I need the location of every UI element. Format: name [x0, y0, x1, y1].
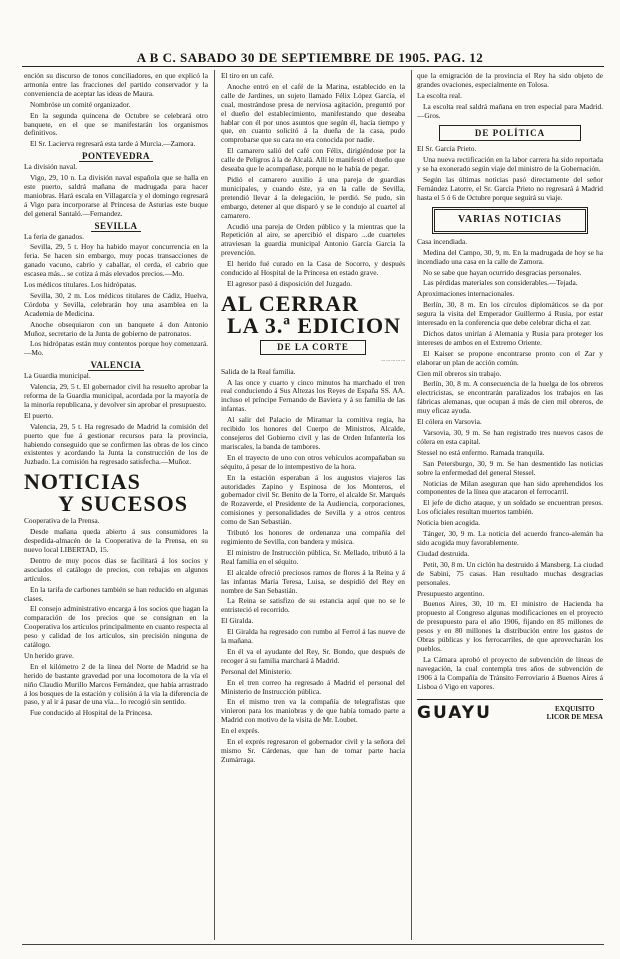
paragraph: En el kilómetro 2 de la línea del Norte de Madrid se ha herido de bastante gravedad por una locomotora de la vía el niño Claudio Murillo Marcos Fernández, que había arrastrado á los bosques de la estación y colisión á la vía la diferencia de paso, y al ir á pasar de una vía... lo recogió sin sentido. [24, 661, 208, 707]
paragraph: Anoche entró en el café de la Marina, establecido en la calle de Jardines, un sujeto llamado Félix López García, el cual, mostrándose presa de nerviosa agitación, preguntó por el dueño del establecimiento, manifestando que deseaba hablar con él por unos asuntos que según él, hacía tiempo y que, en cuanto solicitó á la dueña de la casa, pudo comprobarse que su cara no era conocida por nadie. [221, 81, 405, 145]
item-title: Los médicos titulares. Los hidrópatas. [24, 280, 137, 290]
item-title: El Giralda. [221, 616, 254, 626]
paragraph: Sevilla, 30, 2 m. Los médicos titulares de Cádiz, Huelva, Córdoba y Sevilla, celebrarán hoy una asamblea en la Academia de Medicina. [24, 290, 208, 318]
paragraph: No se sabe que hayan ocurrido desgracias personales. [423, 267, 582, 277]
paragraph: Petit, 30, 8 m. Un ciclón ha destruido á Mansberg. La ciudad de Sabini, 75 casas. Han resultado muchas desgracias personales. [417, 559, 603, 587]
paragraph: La escolta real saldrá mañana en tren especial para Madrid.—Gros. [417, 101, 603, 120]
section-heading [24, 152, 208, 161]
item-title: Presupuesto argentino. [417, 588, 485, 598]
al-cerrar-line2: LA 3.ª EDICION [226, 312, 401, 338]
paragraph: Tánger, 30, 9 m. La noticia del acuerdo franco-alemán ha sido acogida muy favorablemente. [417, 529, 603, 547]
item-title: El cólera en Varsovia. [417, 417, 482, 427]
column-divider [214, 70, 215, 940]
paragraph: En él va el ayudante del Rey, Sr. Bondo, que después de recoger á su familia marchará á Madrid. [221, 646, 405, 665]
item-title: El tiro en un café. [221, 72, 274, 80]
paragraph: Vigo, 29, 10 n. La división naval española que se halla en este puerto, saldrá mañana de madrugada para hacer maniobras. Hará escala en Villagarcía y el domingo regresará á Vigo para incorporarse al Princesa de Asturias este buque del general Santaló.—Fernandez. [24, 173, 208, 218]
column-divider [411, 70, 412, 940]
paragraph: Dentro de muy pocos días se facilitará á los socios y asociados el catálogo de precios, con rebajas en algunos artículos. [24, 555, 208, 583]
column-2 [221, 72, 405, 942]
paragraph: Dichos datos unirían á Alemania y Rusia para proteger los intereses de ambos en el Extremo Oriente. [417, 328, 603, 347]
ad-slogan-line1: EXQUISITO [555, 705, 595, 714]
paragraph: Desde mañana queda abierto á sus consumidores la despedida-almacén de la Cooperativa de la Prensa, en su nuevo local LIBERTAD, 15. [24, 527, 208, 554]
paragraph: En el mismo tren va la compañía de telegrafistas que vinieron para los maniobras y de que había tomado parte a Madrid con motivo de la visita de Mr. Loubet. [221, 697, 405, 725]
paragraph: San Petersburgo, 30, 9 m. Se han desmentido las noticias sobre la enfermedad del general Stessel. [417, 458, 603, 477]
paragraph: La Cámara aprobó el proyecto de subvención de líneas de navegación, la cual contempla tres años de subvención de 1906 á la Compañía de Tránsito Ferroviario á Buenos Aires á Lisboa ó Vigo en vapores. [417, 654, 603, 691]
paragraph: Medina del Campo, 30, 9, m. En la madrugada de hoy se ha incendiado una casa en la calle de Zamora. [417, 247, 603, 266]
paragraph: El agresor pasó á disposición del Juzgado. [227, 278, 352, 288]
item-title: Un herido grave. [24, 650, 74, 660]
paragraph: El jefe de dicho ataque, y un soldado se encuentran presos. Los oficiales resultan muertos también. [417, 498, 603, 517]
paragraph: Sevilla, 29, 5 t. Hoy ha habido mayor concurrencia en la feria. Se hacen sin embargo, muy pocas transacciones de ganado vacuno, cabrío y caballar, el cerda, el cabrio que escasea más... se cotiza á más elevados precios.—Mo. [24, 242, 208, 279]
de-politica-box: DE POLÍTICA [439, 125, 581, 142]
item-title: Noticia bien acogida. [417, 518, 481, 528]
varias-noticias-box: VARIAS NOTICIAS [432, 207, 588, 234]
al-cerrar-title [221, 290, 405, 338]
paragraph: Noticias de Milan aseguran que han sido aprehendidos los componentes de la línea que atacaron el ferrocarril. [417, 478, 603, 497]
paragraph: Las pérdidas materiales son considerables.—Tejada. [423, 278, 578, 288]
guayu-advertisement [417, 699, 603, 724]
noticias-title-line2: Y SUCESOS [58, 491, 188, 517]
paragraph: En el tren correo ha regresado á Madrid el personal del Ministerio de Instrucción pública. [221, 677, 405, 696]
section-heading-text: VALENCIA [88, 360, 145, 371]
paragraph: Berlín, 30, 8 m. En los círculos diplomáticos se da por segura la visita del Emperador Guillermo á Rusia, por estar interesado en la conferencia que debe celebrar dicha el zar. [417, 300, 603, 328]
noticias-title-line1: NOTICIAS [24, 469, 141, 495]
item-title: El Sr. García Prieto. [417, 144, 477, 154]
paragraph: Buenos Aires, 30, 10 m. El ministro de Hacienda ha propuesto al Congreso algunas modificaciones en el proyecto de presupuesto para el año 1906, fijando en 85 millones de pesos y en 80 millones la distribución entre los gastos de Obras públicas y los ferrocarriles, de que aprovecharán los pueblos. [417, 599, 603, 653]
al-cerrar-line1: AL CERRAR [221, 290, 359, 316]
item-title: Casa incendiada. [417, 236, 468, 246]
paragraph: Tributó los honores de ordenanza una compañía del regimiento de Sevilla, con bandera y música. [221, 528, 405, 546]
paragraph: En la estación esperaban á los augustos viajeros las autoridades Zapino y Espinosa de los Monteros, el gobernador civil Sr. Benito de la Torre, el alcalde Sr. Marqués de Rozaverde, el Presidente de la Audiencia, corporaciones, comisiones y personalidades de Sevilla y a otros centros como de San Sebastián. [221, 472, 405, 527]
paragraph: El Giralda ha regresado con rumbo al Ferrol á las nueve de la mañana. [221, 627, 405, 646]
paragraph: que la emigración de la provincia el Rey ha sido objeto de grandes ovaciones, especialmente en Tolosa. [417, 72, 603, 89]
paragraph: El Kaiser se propone encontrarse pronto con el Zar y elaborar un plan de acción común. [417, 348, 603, 367]
paragraph: Berlín, 30, 8 m. A consecuencia de la huelga de los obreros electricistas, se encontrarán paralizados los trabajos en las fábricas alemanas, que ocupan á más de cien mil obreros, de muy eficaz ayuda. [417, 379, 603, 416]
paragraph: En el exprés regresaron el gobernador civil y la señora del mismo Sr. Cárdenas, que han de tomar parte hacia Zumárraga. [221, 737, 405, 764]
noticias-title [24, 471, 208, 515]
paragraph: El alcalde ofreció preciosos ramos de flores á la Reina y á las infantas María Teresa, Luisa, se despidió del Rey en nombre de San Sebastián. [221, 567, 405, 595]
paragraph: A las once y cuarto y cinco minutos ha marchado el tren real conduciendo á Sus Altezas los Reyes de España SS. AA. incluso el príncipe Fernando de Baviera y á su familia de las infantas. [221, 377, 405, 414]
paragraph: Al salir del Palacio de Miramar la comitiva regia, ha recibido los honores del Cuerpo de Ministros, Alcalde, consejeros del Gobierno civil y las de Orden Infantería los mariscales, la banda de tambores. [221, 415, 405, 451]
column-1 [24, 72, 208, 942]
item-title: En el exprés. [221, 726, 260, 736]
page-header: A B C. SABADO 30 DE SEPTIEMBRE DE 1905. PAG. 12 [136, 50, 484, 65]
section-heading [24, 361, 208, 370]
paragraph: El herido fué curado en la Casa de Socorro, y después conducido al Hospital de la Princesa en estado grave. [221, 259, 405, 278]
paragraph: Anoche obsequiaron con un banquete á don Antonio Muñoz, secretario de la Junta de gobierno de patronatos. [24, 319, 208, 338]
paragraph: Acudió una pareja de Orden público y la mientras que la Repetición al aire, se apercibió el disparo ...de cuarteles atraviesan la guardia municipal Antonio García García la prevención. [221, 221, 405, 258]
paragraph: El ministro de Instrucción pública, Sr. Mellado, tributó á la Real familia en el séquito. [221, 547, 405, 566]
paragraph: El Sr. Lacierva regresará esta tarde á Murcia.—Zamora. [30, 139, 196, 149]
paragraph: En la tarifa de carbones también se han reducido en algunas clases. [24, 584, 208, 603]
ad-slogan [547, 705, 603, 721]
ad-brand: GUAYU [417, 703, 492, 724]
de-la-corte-box: DE LA CORTE [260, 340, 366, 355]
item-title: La feria de ganados. [24, 231, 84, 241]
paragraph: En el trayecto de uno con otros vehículos acompañaban su séquito, á pesar de lo intempestivo de la hora. [221, 452, 405, 471]
paragraph: En la segunda quincena de Octubre se celebrará otro banquete, en el que se manifestarán los organismos definitivos. [24, 110, 208, 138]
item-title: La división naval. [24, 162, 78, 172]
item-title: Ciudad destruida. [417, 548, 470, 558]
item-title: Personal del Ministerio. [221, 666, 292, 676]
item-title: La Guardia municipal. [24, 371, 91, 381]
item-title: El puerto. [24, 410, 54, 420]
column-3 [417, 72, 603, 942]
item-title: La escolta real. [417, 90, 462, 100]
paragraph: Según las últimas noticias pasó directamente del señor Fernández Latorre, el Sr. García Prieto no regresará á Madrid hasta el 5 ó 6 de Octubre porque seguirá su viaje. [417, 175, 603, 202]
paragraph: El camarero salió del café con Félix, dirigiéndose por la calle de Peligros á la de Alcalá. Allí le manifestó el dueño que deseaba que le acompañase, porque no le había de pegar. [221, 146, 405, 174]
item-title: Cien mil obreros sin trabajo. [417, 368, 502, 378]
paragraph: Fue conducido al Hospital de la Princesa. [30, 708, 153, 718]
paragraph: Varsovia, 30, 9 m. Se han registrado tres nuevos casos de cólera en esta capital. [417, 428, 603, 446]
item-title: Stessel no está enfermo. Ramada tranquila. [417, 447, 545, 457]
header-rule [22, 66, 604, 67]
small-note: ... ... ... ... ... [381, 357, 405, 363]
item-title: Aproximaciones internacionales. [417, 289, 515, 299]
paragraph: Valencia, 29, 5 t. El gobernador civil ha resuelto aprobar la reforma de la Guardia municipal, acordada por la mayoría de la minoría republicana, y devolver sin aprobar el presupuesto. [24, 382, 208, 409]
ad-slogan-line2: LICOR DE MESA [546, 713, 603, 722]
section-heading [24, 222, 208, 231]
section-heading-text: PONTEVEDRA [79, 151, 153, 162]
footer-rule [22, 944, 604, 945]
paragraph: El consejo administrativo encarga á los socios que hagan la comparación de los precios que se consignan en la Cooperativa los artículos principalmente en cuanto respecta al peso y calidad de los artículos, sin precisión ninguna de catálogo. [24, 604, 208, 650]
paragraph: ención su discurso de tonos conciliadores, en que explicó la armonía entre las fracciones del partido conservador y la conveniencia de aceptar las ideas de Maura. [24, 72, 208, 98]
paragraph: Valencia, 29, 5 t. Ha regresado de Madrid la comisión del puerto que fue á gestionar recursos para la provincia, habiendo conseguido que se confirmen las obras de los cinco existentes y acordando la Junta la construcción de los de Juzbado. La comisión ha regresado satisfecha.—Muñoz. [24, 421, 208, 467]
paragraph: Una nueva rectificación en la labor carrera ha sido reportada y se ha exonerado según viaje del ministro de la Gobernación. [417, 155, 603, 174]
item-title: Salida de la Real familia. [221, 366, 296, 376]
paragraph: La Reina se satisfizo de su estancia aquí que no se le entristeció el recorrido. [221, 596, 405, 615]
item-title: Cooperativa de la Prensa. [24, 516, 100, 526]
paragraph: Pidió el camarero auxilio á una pareja de guardias municipales, y cuando éste, ya en la calle de Sevilla, pretendió llevar á la delegación, le perdió. Se pudo, sin embargo, detener al que disparó y se le condujo al cuartel al camarero. [221, 174, 405, 220]
paragraph: Nombróse un comité organizador. [30, 99, 131, 109]
section-heading-text: SEVILLA [91, 221, 140, 232]
paragraph: Los hidrópatas están muy contentos porque hoy comenzará.—Mo. [24, 339, 208, 358]
